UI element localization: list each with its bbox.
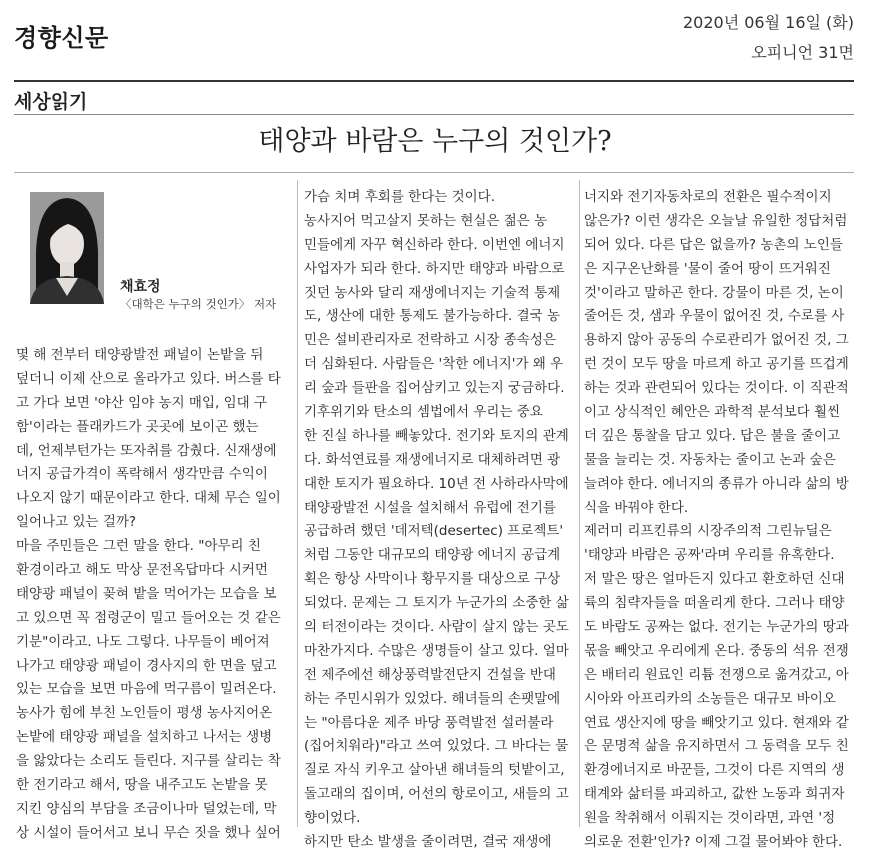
- text-line: 질로 자식 키우고 살아낸 해녀들의 텃밭이고,: [304, 762, 565, 779]
- text-line: 한 전기라고 해서, 땅을 내주고도 논밭을 못: [16, 777, 268, 794]
- article-column-3: [584, 186, 856, 855]
- text-line: 너지와 전기자동차로의 전환은 필수적이지: [584, 189, 832, 205]
- text-line: 런 것이 모두 땅을 마르게 하고 공기를 뜨겁게: [584, 356, 849, 373]
- text-line: 물을 늘리는 것. 자동차는 줄이고 논과 숲은: [584, 451, 836, 468]
- text-line: 리 숲과 들판을 집어삼키고 있는지 궁금하다.: [304, 380, 565, 397]
- text-line: 있는 모습을 보면 마음에 먹구름이 밀려온다.: [16, 681, 277, 698]
- text-line: 하는 것과 관련되어 있다는 것이다. 이 직관적: [584, 380, 849, 397]
- column-divider: [297, 180, 298, 827]
- text-line: 기후위기와 탄소의 셈법에서 우리는 중요: [304, 404, 543, 421]
- text-line: 환경이라고 해도 막상 문전옥답마다 시커먼: [16, 562, 268, 579]
- text-line: 몫을 빼앗고 우리에게 온다. 중동의 석유 전쟁: [584, 642, 849, 659]
- text-line: 하지만 탄소 발생을 줄이려면, 결국 재생에: [304, 834, 552, 851]
- author-title: 〈대학은 누구의 것인가〉 저자: [120, 297, 277, 311]
- text-line: 공급하려 했던 '데저텍(desertec) 프로젝트': [304, 523, 564, 540]
- text-line: 농사가 힘에 부친 노인들이 평생 농사지어온: [16, 705, 273, 722]
- text-line: 몇 해 전부터 태양광발전 패널이 논밭을 뒤: [16, 347, 264, 363]
- text-line: 는 "아름다운 제주 바당 풍력발전 설러불라: [304, 714, 554, 731]
- text-line: 더 심화된다. 사람들은 '착한 에너지'가 왜 우: [304, 356, 564, 373]
- text-line: 고 있으면 꼭 점령군이 밀고 들어오는 것 같은: [16, 609, 281, 626]
- text-line: 획은 항상 사막이나 황무지를 대상으로 구상: [304, 571, 561, 588]
- text-line: 되었다. 문제는 그 토지가 누군가의 소중한 삶: [304, 595, 569, 612]
- text-line: 을 앓았다는 소리도 들린다. 지구를 살리는 착: [16, 753, 281, 770]
- text-line: 않은가? 이런 생각은 오늘날 유일한 정답처럼: [584, 212, 848, 229]
- text-line: 향이었다.: [304, 810, 361, 827]
- publication-date: 2020년 06월 16일 (화): [682, 13, 854, 32]
- text-line: 륙의 침략자들을 떠올리게 한다. 그러나 태양: [584, 595, 845, 612]
- text-line: 늘려야 한다. 에너지의 종류가 아니라 삶의 방: [584, 475, 849, 492]
- text-line: 농사지어 먹고살지 못하는 현실은 젊은 농: [304, 212, 548, 229]
- text-line: 덮더니 이제 산으로 올라가고 있다. 버스를 타: [16, 370, 281, 387]
- text-line: 일어나고 있는 걸까?: [16, 514, 137, 531]
- text-line: 도 바람도 공짜는 없다. 전기는 누군가의 땅과: [584, 619, 849, 636]
- text-line: 용하지 않아 공동의 수로관리가 없어진 것, 그: [584, 332, 849, 349]
- text-line: 도, 생산에 대한 통제도 불가능하다. 결국 농: [304, 308, 561, 325]
- text-line: 은 문명적 삶을 유지하면서 그 동력을 모두 친: [584, 738, 849, 755]
- text-line: 너지 공급가격이 폭락해서 생각만큼 수익이: [16, 466, 268, 483]
- text-line: 함'이라는 플래카드가 곳곳에 보이곤 했는: [16, 418, 259, 435]
- text-line: 식을 바꿔야 한다.: [584, 499, 689, 516]
- text-line: 되어 있다. 다른 답은 없을까? 농촌의 노인들: [584, 236, 843, 253]
- text-line: 나가고 태양광 패널이 경사지의 한 면을 덮고: [16, 657, 277, 674]
- text-line: 마찬가지다. 수많은 생명들이 살고 있다. 얼마: [304, 642, 569, 659]
- text-line: 데, 언제부턴가는 또자취를 감췄다. 신재생에: [16, 442, 277, 459]
- text-line: 상 시설이 들어서고 보니 무슨 짓을 했나 싶어: [16, 824, 281, 841]
- text-line: 의로운 전환'인가? 이제 그걸 물어봐야 한다.: [584, 834, 843, 851]
- text-line: 저 말은 땅은 얼마든지 있다고 환호하던 신대: [584, 571, 845, 588]
- text-line: 지킨 양심의 부담을 조금이나마 덜었는데, 막: [16, 800, 277, 817]
- text-line: 짓던 농사와 달리 재생에너지는 기술적 통제: [304, 284, 561, 301]
- text-line: 태양광발전 시설을 설치해서 유럽에 전기를: [304, 499, 556, 516]
- text-line: 논밭에 태양광 패널을 설치하고 나서는 생병: [16, 729, 273, 746]
- text-line: 줄어든 것, 샘과 우물이 없어진 것, 수로를 사: [584, 308, 845, 325]
- section-title: 세상읽기: [14, 91, 88, 113]
- text-line: 은 지구온난화를 '물이 줄어 땅이 뜨거워진: [584, 260, 831, 277]
- section-divider: [14, 114, 854, 115]
- headline-divider: [14, 172, 854, 173]
- text-line: 전 제주에선 해상풍력발전단지 건설을 반대: [304, 666, 556, 683]
- text-line: 연료 생산지에 땅을 빼앗기고 있다. 현재와 같: [584, 714, 849, 731]
- text-line: 은 배터리 원료인 리튬 전쟁으로 옮겨갔고, 아: [584, 666, 849, 683]
- text-line: 더 깊은 통찰을 담고 있다. 답은 불을 줄이고: [584, 427, 841, 444]
- text-line: 가슴 치며 후회를 한다는 것이다.: [304, 189, 495, 205]
- text-line: 민들에게 자꾸 혁신하라 한다. 이번엔 에너지: [304, 236, 565, 253]
- text-line: 것'이라고 말하곤 한다. 강물이 마른 것, 논이: [584, 284, 844, 301]
- article-column-1: [16, 344, 292, 846]
- text-line: 돌고래의 집이며, 어선의 항로이고, 새들의 고: [304, 786, 569, 803]
- author-photo: [30, 192, 104, 304]
- column-divider: [579, 180, 580, 827]
- text-line: 의 터전이라는 것이다. 사람이 살지 않는 곳도: [304, 619, 569, 636]
- text-line: 대한 토지가 필요하다. 10년 전 사하라사막에: [304, 475, 569, 492]
- text-line: (집어치워라)"라고 쓰여 있었다. 그 바다는 물: [304, 738, 569, 755]
- text-line: 민은 설비관리자로 전락하고 시장 종속성은: [304, 332, 556, 349]
- text-line: 다. 화석연료를 재생에너지로 대체하려면 광: [304, 451, 561, 468]
- page-label: 오피니언 31면: [751, 43, 854, 62]
- text-line: 이고 상식적인 혜안은 과학적 분석보다 훨씬: [584, 404, 841, 421]
- text-line: 태양광 패널이 꽂혀 밭을 먹어가는 모습을 보: [16, 585, 277, 602]
- text-line: 사업자가 되라 한다. 하지만 태양과 바람으로: [304, 260, 565, 277]
- text-line: 나오지 않기 때문이라고 한다. 대체 무슨 일이: [16, 490, 281, 507]
- article-column-2: [304, 186, 576, 855]
- newspaper-masthead: 경향신문: [14, 23, 109, 52]
- text-line: 마을 주민들은 그런 말을 한다. "아무리 친: [16, 538, 261, 555]
- text-line: 처럼 그동안 대규모의 태양광 에너지 공급계: [304, 547, 561, 564]
- text-line: '태양과 바람은 공짜'라며 우리를 유혹한다.: [584, 547, 835, 564]
- text-line: 하는 주민시위가 있었다. 해녀들의 손팻말에: [304, 690, 561, 707]
- text-line: 시아와 아프리카의 소농들은 대규모 바이오: [584, 690, 836, 707]
- text-line: 태계와 삶터를 파괴하고, 값싼 노동과 희귀자: [584, 786, 845, 803]
- top-divider: [14, 80, 854, 82]
- text-line: 한 진실 하나를 빼놓았다. 전기와 토지의 관계: [304, 427, 569, 444]
- article-headline: 태양과 바람은 누구의 것인가?: [258, 126, 612, 157]
- author-name: 채효정: [120, 279, 161, 295]
- text-line: 기분"이라고. 나도 그렇다. 나무들이 베어져: [16, 633, 270, 650]
- text-line: 고 가다 보면 '야산 임야 농지 매입, 임대 구: [16, 394, 267, 411]
- text-line: 원을 착취해서 이뤄지는 것이라면, 과연 '정: [584, 810, 836, 827]
- text-line: 제러미 리프킨류의 시장주의적 그린뉴딜은: [584, 523, 832, 540]
- text-line: 환경에너지로 바꾼들, 그것이 다른 지역의 생: [584, 762, 845, 779]
